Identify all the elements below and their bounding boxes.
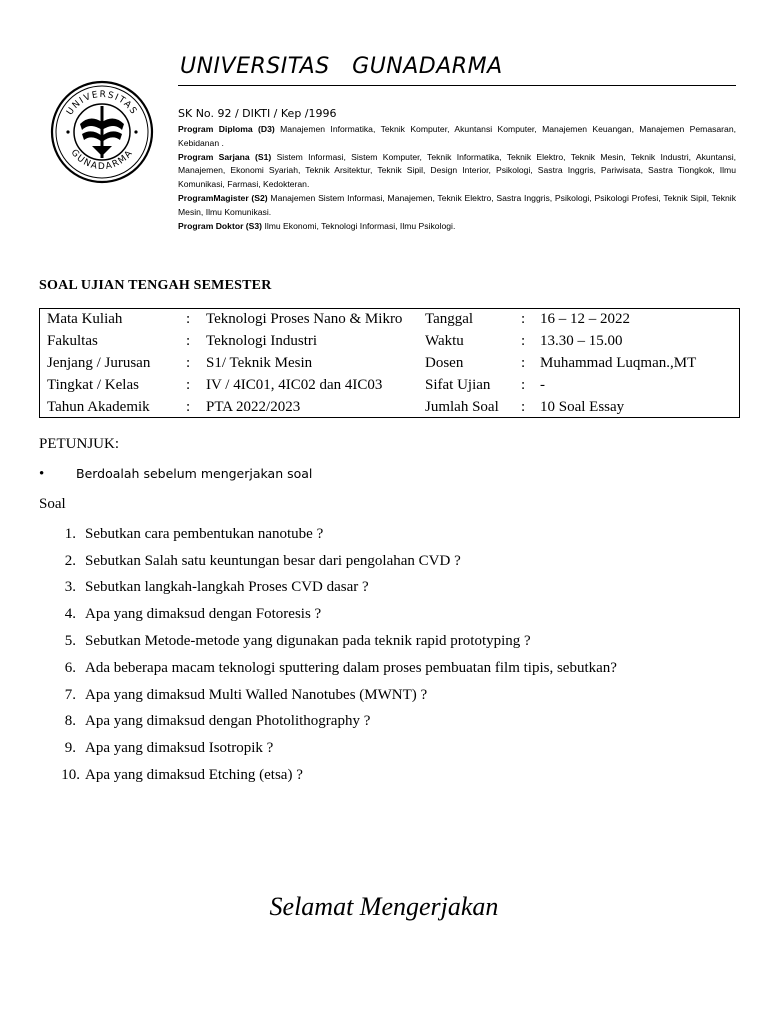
question-number: 10. bbox=[61, 767, 80, 783]
info-separator: : bbox=[186, 333, 191, 349]
info-value: PTA 2022/2023 bbox=[206, 399, 301, 415]
program-magister: ProgramMagister (S2) Manajemen Sistem Informasi, Manajemen, Teknik Elektro, Sastra Inggris, Psikologi, Psikologi Profesi, Teknik Sipil, Teknik Mesin, Ilmu Komunikasi. bbox=[178, 192, 736, 217]
question-text: Apa yang dimaksud dengan Fotoresis ? bbox=[85, 606, 322, 622]
question-number: 5. bbox=[64, 633, 76, 649]
program-sarjana: Program Sarjana (S1) Sistem Informasi, Sistem Komputer, Teknik Informatika, Teknik Elektro, Teknik Mesin, Teknik Industri, Akuntansi, Manajemen, Ekonomi Syariah, Teknik Arsitektur, Teknik Sipil, Design Interior, Psikologi, Sastra Inggris, Pariwisata, Sastra Tiongkok, Ilmu Komunikasi, Farmasi, Kedokteran. bbox=[178, 151, 737, 190]
sk-number: SK No. 92 / DIKTI / Kep /1996 bbox=[178, 107, 337, 120]
soal-heading: Soal bbox=[39, 496, 66, 512]
info-row bbox=[40, 397, 739, 419]
document-title: SOAL UJIAN TENGAH SEMESTER bbox=[39, 278, 272, 293]
question-number: 8. bbox=[64, 713, 76, 729]
info-value: Muhammad Luqman.,MT bbox=[540, 355, 697, 371]
info-separator: : bbox=[186, 377, 191, 393]
info-row bbox=[40, 309, 739, 331]
info-value: Teknologi Proses Nano & Mikro bbox=[206, 311, 403, 327]
question-number: 3. bbox=[64, 579, 76, 595]
info-label: Waktu bbox=[425, 333, 464, 349]
info-separator: : bbox=[521, 377, 526, 393]
gunadarma-seal-icon bbox=[50, 80, 154, 184]
info-label: Jumlah Soal bbox=[425, 399, 499, 415]
logo-text-bottom: GUNADARMA bbox=[68, 147, 136, 173]
info-value: S1/ Teknik Mesin bbox=[206, 355, 313, 371]
info-value: 10 Soal Essay bbox=[540, 399, 625, 415]
info-row bbox=[40, 375, 739, 397]
info-separator: : bbox=[521, 333, 526, 349]
question-number: 4. bbox=[64, 606, 76, 622]
question-text: Ada beberapa macam teknologi sputtering dalam proses pembuatan film tipis, sebutkan? bbox=[85, 660, 617, 676]
info-value: IV / 4IC01, 4IC02 dan 4IC03 bbox=[206, 377, 383, 393]
program-list bbox=[178, 123, 736, 233]
info-row bbox=[40, 353, 739, 375]
info-row bbox=[40, 331, 739, 353]
info-label: Tahun Akademik bbox=[47, 399, 150, 415]
question-text: Apa yang dimaksud dengan Photolithography ? bbox=[85, 713, 371, 729]
closing-message: Selamat Mengerjakan bbox=[269, 892, 499, 921]
university-name: UNIVERSITAS GUNADARMA bbox=[180, 54, 503, 79]
question-text: Sebutkan Salah satu keuntungan besar dari pengolahan CVD ? bbox=[85, 553, 461, 569]
info-label: Tanggal bbox=[425, 311, 474, 327]
info-value: 16 – 12 – 2022 bbox=[540, 311, 630, 327]
question-text: Apa yang dimaksud Etching (etsa) ? bbox=[85, 767, 303, 783]
logo-text-top: UNIVERSITAS bbox=[65, 89, 139, 118]
info-separator: : bbox=[186, 399, 191, 415]
info-value: Teknologi Industri bbox=[206, 333, 318, 349]
info-separator: : bbox=[186, 311, 191, 327]
question-number: 9. bbox=[64, 740, 76, 756]
petunjuk-item: Berdoalah sebelum mengerjakan soal bbox=[76, 466, 313, 481]
info-label: Dosen bbox=[425, 355, 464, 371]
question-text: Apa yang dimaksud Isotropik ? bbox=[85, 740, 274, 756]
question-number: 1. bbox=[64, 526, 76, 542]
question-text: Sebutkan Metode-metode yang digunakan pada teknik rapid prototyping ? bbox=[85, 633, 531, 649]
question-text: Sebutkan langkah-langkah Proses CVD dasar ? bbox=[85, 579, 369, 595]
info-label: Sifat Ujian bbox=[425, 377, 491, 393]
question-number: 2. bbox=[64, 553, 76, 569]
info-value: - bbox=[540, 377, 545, 393]
bullet-icon: • bbox=[39, 466, 45, 482]
question-number: 6. bbox=[64, 660, 76, 676]
info-separator: : bbox=[521, 355, 526, 371]
info-value: 13.30 – 15.00 bbox=[540, 333, 623, 349]
question-text: Apa yang dimaksud Multi Walled Nanotubes (MWNT) ? bbox=[85, 687, 428, 703]
info-separator: : bbox=[521, 399, 526, 415]
petunjuk-heading: PETUNJUK: bbox=[39, 436, 120, 452]
info-separator: : bbox=[186, 355, 191, 371]
info-separator: : bbox=[521, 311, 526, 327]
info-label: Mata Kuliah bbox=[47, 311, 123, 327]
program-doktor: Program Doktor (S3) Ilmu Ekonomi, Teknologi Informasi, Ilmu Psikologi. bbox=[178, 220, 456, 231]
info-label: Fakultas bbox=[47, 333, 98, 349]
program-diploma: Program Diploma (D3) Manajemen Informatika, Teknik Komputer, Akuntansi Komputer, Manajemen Keuangan, Manajemen Pemasaran, Kebidanan . bbox=[178, 124, 736, 148]
question-number: 7. bbox=[64, 687, 76, 703]
question-text: Sebutkan cara pembentukan nanotube ? bbox=[85, 526, 324, 542]
info-label: Jenjang / Jurusan bbox=[47, 355, 151, 371]
info-label: Tingkat / Kelas bbox=[47, 377, 139, 393]
header-rule bbox=[178, 85, 736, 86]
exam-info-table bbox=[39, 308, 740, 418]
